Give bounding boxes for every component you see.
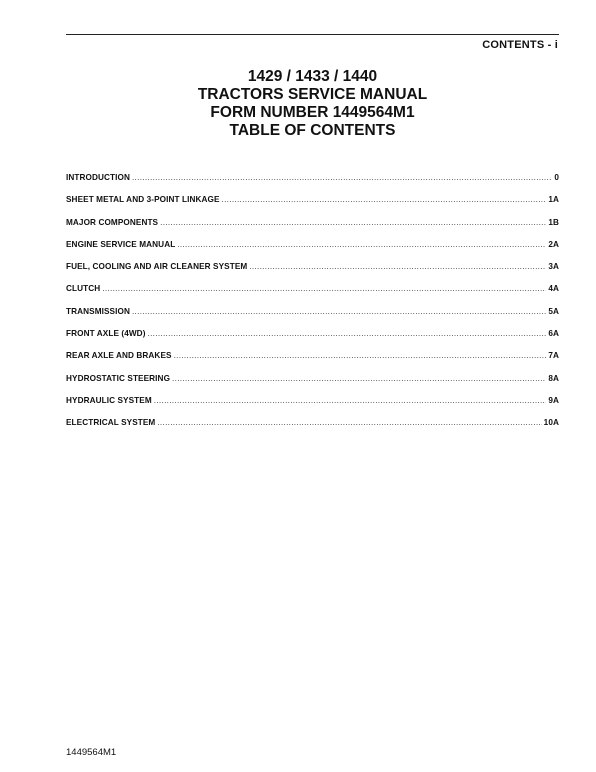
toc-dot-leader	[222, 195, 547, 204]
toc-entry-page: 6A	[548, 329, 559, 339]
toc-dot-leader	[154, 396, 547, 405]
toc-entry-major-components[interactable]	[66, 218, 559, 240]
toc-dot-leader	[174, 351, 547, 360]
toc-entry-rear-axle[interactable]	[66, 351, 559, 373]
footer-form-number: 1449564M1	[66, 747, 117, 758]
toc-entry-label: MAJOR COMPONENTS	[66, 217, 159, 227]
toc-dot-leader	[132, 173, 552, 182]
toc-entry-electrical-system[interactable]	[66, 418, 559, 440]
toc-dot-leader	[148, 329, 547, 338]
toc-entry-introduction[interactable]	[66, 173, 559, 195]
title-manual-name: TRACTORS SERVICE MANUAL	[197, 86, 428, 103]
toc-entry-label: HYDRAULIC SYSTEM	[66, 395, 152, 405]
toc-entry-page: 1A	[548, 195, 559, 205]
title-form-number: FORM NUMBER 1449564M1	[210, 104, 415, 121]
title-model-numbers: 1429 / 1433 / 1440	[247, 68, 378, 85]
toc-entry-page: 10A	[543, 418, 559, 428]
toc-entry-label: TRANSMISSION	[66, 306, 130, 316]
toc-entry-hydrostatic-steering[interactable]	[66, 374, 559, 396]
toc-entry-label: HYDROSTATIC STEERING	[66, 373, 171, 383]
toc-entry-page: 8A	[548, 373, 559, 383]
toc-entry-page: 0	[554, 173, 559, 182]
toc-entry-front-axle[interactable]	[66, 329, 559, 351]
toc-entry-label: SHEET METAL AND 3-POINT LINKAGE	[66, 195, 220, 205]
toc-entry-page: 4A	[548, 284, 559, 294]
toc-entry-label: ELECTRICAL SYSTEM	[66, 418, 156, 428]
toc-entry-page: 3A	[548, 262, 559, 272]
running-head: CONTENTS - i	[482, 39, 558, 51]
toc-entry-sheet-metal[interactable]	[66, 195, 559, 217]
toc-dot-leader	[132, 307, 546, 316]
toc-entry-page: 2A	[548, 239, 559, 249]
page-title	[66, 68, 559, 140]
toc-dot-leader	[177, 240, 546, 249]
toc-entry-engine-service-manual[interactable]	[66, 240, 559, 262]
toc-entry-label: CLUTCH	[66, 284, 101, 294]
toc-entry-label: FRONT AXLE (4WD)	[66, 329, 146, 339]
toc-entry-label: INTRODUCTION	[66, 173, 130, 182]
table-of-contents	[66, 173, 559, 441]
toc-entry-page: 1B	[548, 217, 559, 227]
toc-entry-page: 7A	[548, 351, 559, 361]
toc-dot-leader	[102, 284, 546, 293]
toc-dot-leader	[249, 262, 546, 271]
toc-entry-label: ENGINE SERVICE MANUAL	[66, 239, 176, 249]
toc-dot-leader	[160, 218, 546, 227]
toc-entry-page: 5A	[548, 306, 559, 316]
toc-entry-transmission[interactable]	[66, 307, 559, 329]
header-rule	[66, 34, 559, 35]
toc-entry-label: FUEL, COOLING AND AIR CLEANER SYSTEM	[66, 262, 248, 272]
toc-entry-hydraulic-system[interactable]	[66, 396, 559, 418]
toc-dot-leader	[172, 374, 546, 383]
toc-dot-leader	[157, 418, 541, 427]
toc-entry-fuel-cooling[interactable]	[66, 262, 559, 284]
title-table-of-contents: TABLE OF CONTENTS	[229, 122, 396, 139]
toc-entry-clutch[interactable]	[66, 284, 559, 306]
toc-entry-page: 9A	[548, 395, 559, 405]
toc-entry-label: REAR AXLE AND BRAKES	[66, 351, 172, 361]
